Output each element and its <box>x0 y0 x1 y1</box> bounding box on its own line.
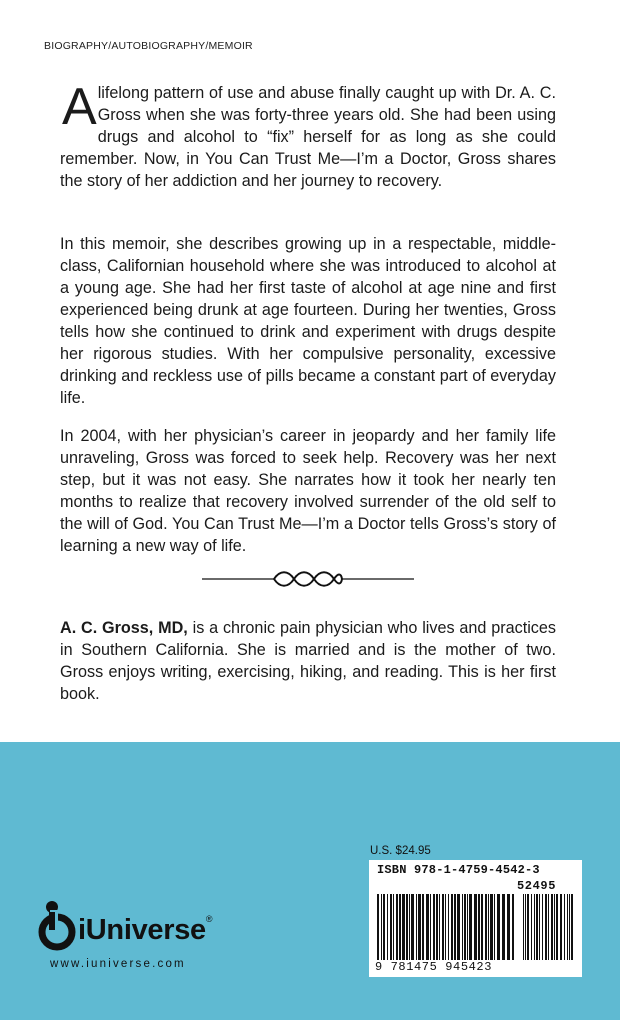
iuniverse-logo-icon <box>38 898 78 954</box>
author-name: A. C. Gross, MD, <box>60 619 188 637</box>
publisher-website: www.iuniverse.com <box>50 958 186 970</box>
barcode-ean-number: 9 781475 945423 <box>375 960 493 974</box>
barcode-bars-icon <box>375 894 575 962</box>
blurb-paragraph-1 <box>60 78 556 192</box>
genre-label: BIOGRAPHY/AUTOBIOGRAPHY/MEMOIR <box>44 40 253 52</box>
publisher-logo <box>38 898 268 954</box>
drop-cap: A <box>62 78 97 136</box>
price-label: U.S. $24.95 <box>370 845 431 857</box>
author-bio <box>60 617 556 705</box>
blurb-paragraph-3: In 2004, with her physician’s career in jeopardy and her family life unraveling, Gross was forced to seek help. Recovery was her next step, but it was not easy. She narrates how it took her nearly ten months to realize that recovery involved surrender of the old self to the will of God. You Can Trust Me—I’m a Doctor tells Gross’s story of learning a new way of life. <box>60 427 556 555</box>
publisher-name-text: iUniverse <box>78 914 206 946</box>
blurb-paragraph-1-text: lifelong pattern of use and abuse finally caught up with Dr. A. C. Gross when she was forty-three years old. She had been using drugs and alcohol to “fix” herself for as long as she could remember. Now, in You Can Trust Me—I’m a Doctor, Gross shares the story of her addiction and her journey to recovery. <box>60 84 556 190</box>
barcode-addon-number: 52495 <box>517 879 557 893</box>
publisher-name <box>78 914 212 947</box>
author-bio-text: is a chronic pain physician who lives and practices in Southern California. She is married and is the mother of two. Gross enjoys writing, exercising, hiking, and reading. This is her first book. <box>60 619 556 703</box>
registered-mark: ® <box>205 914 213 924</box>
blurb-paragraph-2: In this memoir, she describes growing up in a respectable, middle-class, Californian household where she was introduced to alcohol at a young age. She had her first taste of alcohol at age nine and first experienced being drunk at age fourteen. During her twenties, Gross tells how she continued to drink and experiment with drugs despite her rigorous studies. With her compulsive personality, excessive drinking and reckless use of pills became a constant part of everyday life. <box>60 235 556 407</box>
barcode <box>369 860 582 977</box>
isbn-label: ISBN 978-1-4759-4542-3 <box>377 863 540 877</box>
ornament-divider-icon <box>202 566 414 592</box>
